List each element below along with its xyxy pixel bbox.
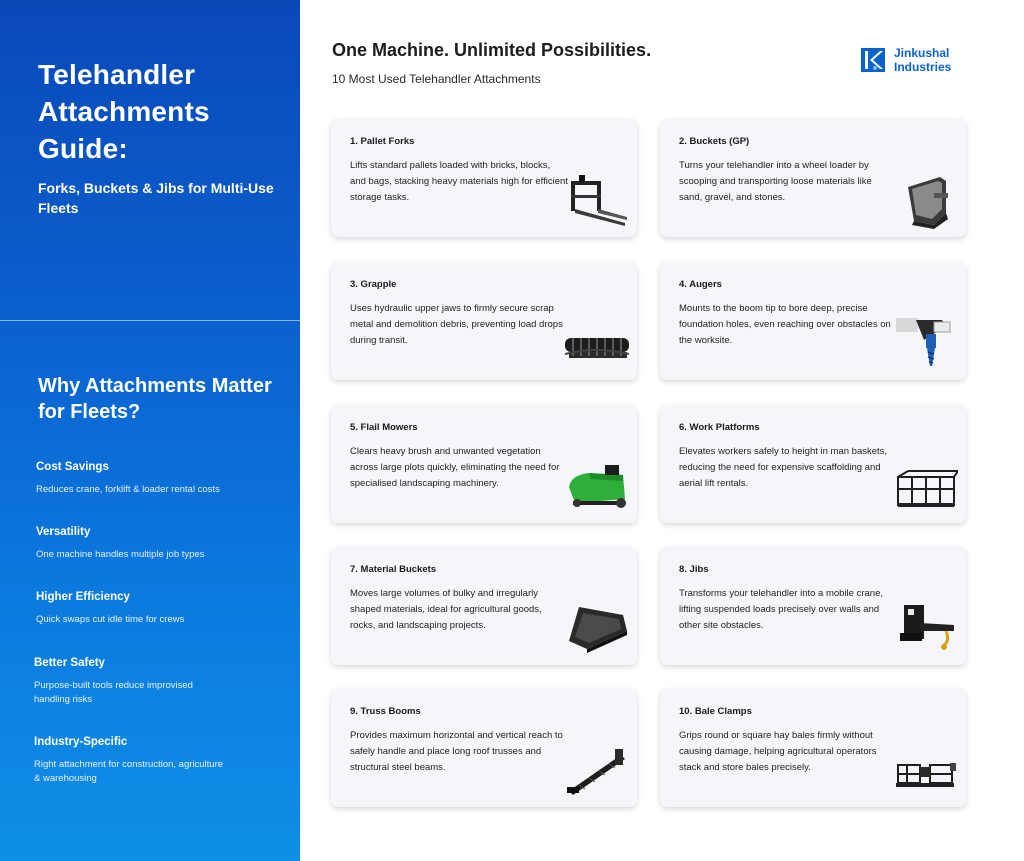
card-title: 5. Flail Mowers xyxy=(350,422,418,433)
benefit-desc: Right attachment for construction, agriculture & warehousing xyxy=(34,759,224,784)
logo-line1: Jinkushal xyxy=(894,46,950,60)
card-desc: Turns your telehandler into a wheel loader by scooping and transporting loose materials like sand, gravel, and stones. xyxy=(679,160,872,203)
flail-mower-icon xyxy=(565,459,629,515)
truss-boom-icon xyxy=(565,743,629,799)
benefit-desc: One machine handles multiple job types xyxy=(36,549,205,560)
benefit-desc: Reduces crane, forklift & loader rental costs xyxy=(36,484,220,495)
card-jibs xyxy=(660,547,966,665)
card-buckets-gp xyxy=(660,119,966,237)
bale-clamp-icon xyxy=(894,743,958,799)
material-bucket-icon xyxy=(565,601,629,657)
card-desc: Moves large volumes of bulky and irregularly shaped materials, ideal for agricultural goods, rocks, and landscaping projects. xyxy=(350,588,542,631)
card-title: 2. Buckets (GP) xyxy=(679,136,750,147)
card-title: 7. Material Buckets xyxy=(350,564,437,575)
page-title: Telehandler Attachments Guide: xyxy=(38,59,210,164)
benefit-title: Industry-Specific xyxy=(34,736,128,748)
jinkushal-logo-icon xyxy=(861,46,887,74)
jib-icon xyxy=(894,601,958,657)
card-title: 10. Bale Clamps xyxy=(679,706,752,717)
benefit-title: Higher Efficiency xyxy=(36,591,130,603)
card-work-platforms xyxy=(660,405,966,523)
benefit-title: Better Safety xyxy=(34,657,105,669)
card-flail-mowers xyxy=(331,405,637,523)
card-title: 3. Grapple xyxy=(350,279,397,290)
card-material-buckets xyxy=(331,547,637,665)
card-title: 8. Jibs xyxy=(679,564,709,575)
benefit-higher-efficiency xyxy=(36,589,276,627)
sidebar-divider xyxy=(0,320,300,321)
card-desc: Provides maximum horizontal and vertical reach to safely handle and place long roof trusses and structural steel beams. xyxy=(350,730,563,773)
card-desc: Grips round or square hay bales firmly without causing damage, helping agricultural operators stack and store bales precisely. xyxy=(679,730,877,773)
benefit-desc: Purpose-built tools reduce improvised handling risks xyxy=(34,680,193,705)
card-desc: Lifts standard pallets loaded with bricks, blocks, and bags, stacking heavy materials high for efficient storage tasks. xyxy=(350,160,568,203)
card-bale-clamps xyxy=(660,689,966,807)
sidebar-panel xyxy=(0,0,300,861)
logo-text xyxy=(894,46,951,74)
logo-line2: Industries xyxy=(894,60,952,74)
benefit-versatility xyxy=(36,524,276,562)
card-grapple xyxy=(331,262,637,380)
benefit-desc: Quick swaps cut idle time for crews xyxy=(36,614,185,625)
card-title: 1. Pallet Forks xyxy=(350,136,415,147)
work-platform-icon xyxy=(894,459,958,515)
card-augers xyxy=(660,262,966,380)
benefit-industry-specific xyxy=(34,734,224,786)
benefit-cost-savings xyxy=(36,459,276,497)
benefit-better-safety xyxy=(34,655,224,707)
card-title: 6. Work Platforms xyxy=(679,422,760,433)
headline: One Machine. Unlimited Possibilities. xyxy=(332,40,652,60)
card-desc: Clears heavy brush and unwanted vegetation across large plots quickly, eliminating the need for specialised landscaping machinery. xyxy=(350,446,560,489)
company-logo xyxy=(861,46,951,74)
card-desc: Transforms your telehandler into a mobile crane, lifting suspended loads precisely over walls and other site obstacles. xyxy=(679,588,883,631)
card-title: 9. Truss Booms xyxy=(350,706,421,717)
benefit-title: Cost Savings xyxy=(36,461,109,473)
card-desc: Uses hydraulic upper jaws to firmly secure scrap metal and demolition debris, preventing load drops during transit. xyxy=(350,303,563,346)
auger-icon xyxy=(894,316,958,372)
card-desc: Mounts to the boom tip to bore deep, precise foundation holes, even reaching over obstacles on the worksite. xyxy=(679,303,891,346)
bucket-icon xyxy=(894,173,958,229)
grapple-icon xyxy=(565,316,629,372)
benefit-title: Versatility xyxy=(36,526,91,538)
pallet-forks-icon xyxy=(565,173,629,229)
card-pallet-forks xyxy=(331,119,637,237)
card-desc: Elevates workers safely to height in man baskets, reducing the need for expensive scaffolding and aerial lift rentals. xyxy=(679,446,888,489)
subheadline: 10 Most Used Telehandler Attachments xyxy=(332,72,541,86)
card-title: 4. Augers xyxy=(679,279,722,290)
why-heading: Why Attachments Matter for Fleets? xyxy=(38,375,272,423)
page-subtitle: Forks, Buckets & Jibs for Multi-Use Fleets xyxy=(38,180,274,216)
card-truss-booms xyxy=(331,689,637,807)
